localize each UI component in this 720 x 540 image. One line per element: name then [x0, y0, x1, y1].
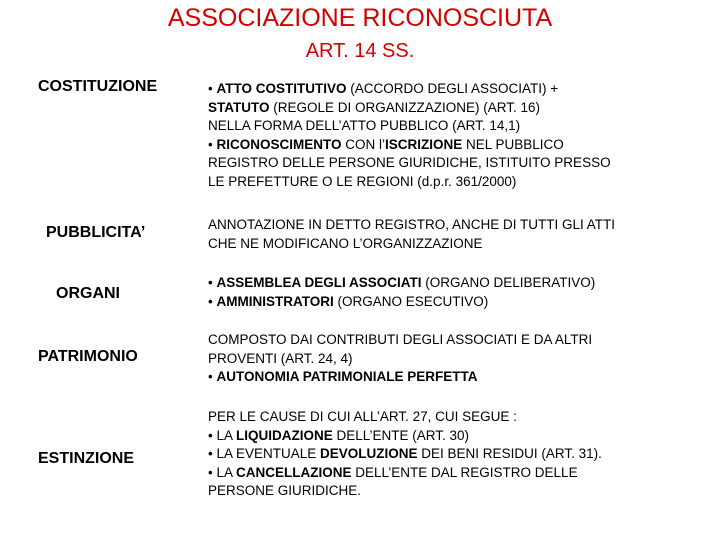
desc-line: • AUTONOMIA PATRIMONIALE PERFETTA [208, 369, 478, 384]
desc-line: • ATTO COSTITUTIVO (ACCORDO DEGLI ASSOCIATI) + [208, 81, 559, 96]
desc-line: STATUTO (REGOLE DI ORGANIZZAZIONE) (ART. 16) [208, 99, 541, 115]
desc-line: • AMMINISTRATORI (ORGANO ESECUTIVO) [208, 293, 489, 309]
desc-line: CHE NE MODIFICANO L’ORGANIZZAZIONE [208, 235, 483, 251]
row-label-pubblicita: PUBBLICITA’ [46, 224, 146, 241]
row-label-patrimonio: PATRIMONIO [38, 348, 138, 365]
desc-line: REGISTRO DELLE PERSONE GIURIDICHE, ISTITUITO PRESSO [208, 155, 611, 170]
row-desc-costituzione [208, 80, 708, 191]
desc-line: • LA EVENTUALE DEVOLUZIONE DEI BENI RESIDUI (ART. 31). [208, 446, 602, 461]
desc-line: • LA CANCELLAZIONE DELL’ENTE DAL REGISTRO DELLE [208, 464, 578, 480]
row-desc-organi [208, 274, 708, 311]
page-title: ASSOCIAZIONE RICONOSCIUTA [167, 4, 553, 32]
desc-line: LE PREFETTURE O LE REGIONI (d.p.r. 361/2000) [208, 173, 517, 189]
desc-line: ANNOTAZIONE IN DETTO REGISTRO, ANCHE DI TUTTI GLI ATTI [208, 217, 616, 232]
desc-line: PROVENTI (ART. 24, 4) [208, 350, 353, 366]
row-desc-patrimonio [208, 331, 708, 387]
desc-line: • ASSEMBLEA DEGLI ASSOCIATI (ORGANO DELIBERATIVO) [208, 275, 596, 290]
row-label-estinzione: ESTINZIONE [38, 450, 135, 467]
desc-line: PER LE CAUSE DI CUI ALL’ART. 27, CUI SEGUE : [208, 409, 517, 424]
row-label-costituzione: COSTITUZIONE [38, 78, 158, 95]
row-desc-pubblicita [208, 216, 708, 253]
page-subtitle: ART. 14 SS. [305, 40, 415, 62]
desc-line: • LA LIQUIDAZIONE DELL’ENTE (ART. 30) [208, 427, 470, 443]
desc-line: COMPOSTO DAI CONTRIBUTI DEGLI ASSOCIATI E DA ALTRI [208, 332, 593, 347]
row-desc-estinzione [208, 408, 708, 501]
desc-line: NELLA FORMA DELL’ATTO PUBBLICO (ART. 14,1) [208, 118, 521, 133]
desc-line: • RICONOSCIMENTO CON l’ISCRIZIONE NEL PUBBLICO [208, 136, 564, 152]
row-label-organi: ORGANI [56, 285, 120, 302]
desc-line: PERSONE GIURIDICHE. [208, 483, 362, 498]
